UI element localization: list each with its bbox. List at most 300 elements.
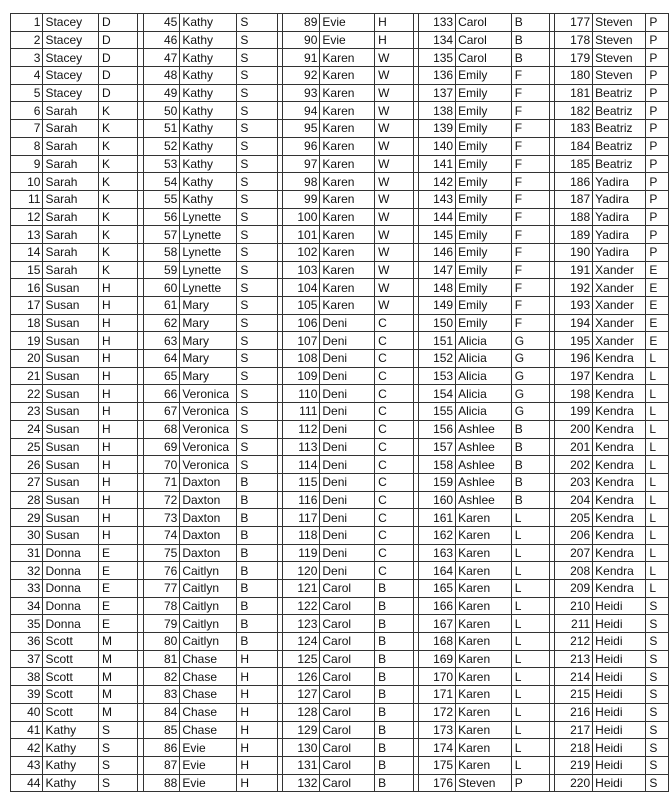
letter-code-cell: K (98, 173, 137, 191)
row-number-cell: 154 (419, 385, 456, 403)
table-row (11, 562, 669, 580)
letter-code-cell: P (646, 102, 669, 120)
row-number-cell: 37 (11, 650, 43, 668)
letter-code-cell: L (511, 686, 550, 704)
letter-code-cell: K (98, 155, 137, 173)
row-number-cell: 219 (555, 756, 593, 774)
letter-code-cell: D (98, 31, 137, 49)
row-number-cell: 188 (555, 208, 593, 226)
name-cell: Evie (180, 774, 237, 792)
letter-code-cell: S (237, 314, 277, 332)
letter-code-cell: C (375, 350, 414, 368)
name-cell: Karen (320, 102, 375, 120)
row-number-cell: 52 (144, 137, 180, 155)
row-number-cell: 74 (144, 526, 180, 544)
row-number-cell: 116 (282, 491, 320, 509)
letter-code-cell: B (237, 633, 277, 651)
name-cell: Evie (320, 31, 375, 49)
letter-code-cell: S (237, 120, 277, 138)
name-cell: Evie (180, 739, 237, 757)
table-row (11, 491, 669, 509)
row-number-cell: 185 (555, 155, 593, 173)
row-number-cell: 130 (282, 739, 320, 757)
letter-code-cell: S (237, 226, 277, 244)
row-number-cell: 157 (419, 438, 456, 456)
letter-code-cell: W (375, 49, 414, 67)
letter-code-cell: L (646, 350, 669, 368)
letter-code-cell: H (98, 456, 137, 474)
row-number-cell: 164 (419, 562, 456, 580)
row-number-cell: 87 (144, 756, 180, 774)
letter-code-cell: E (98, 544, 137, 562)
row-number-cell: 80 (144, 633, 180, 651)
row-number-cell: 139 (419, 120, 456, 138)
row-number-cell: 209 (555, 580, 593, 598)
row-number-cell: 104 (282, 279, 320, 297)
name-cell: Carol (320, 615, 375, 633)
letter-code-cell: B (375, 615, 414, 633)
name-cell: Kendra (593, 562, 646, 580)
row-number-cell: 22 (11, 385, 43, 403)
table-row (11, 633, 669, 651)
row-number-cell: 199 (555, 403, 593, 421)
row-number-cell: 83 (144, 686, 180, 704)
letter-code-cell: S (646, 633, 669, 651)
table-row (11, 420, 669, 438)
name-cell: Sarah (43, 243, 99, 261)
name-cell: Heidi (593, 615, 646, 633)
letter-code-cell: S (646, 721, 669, 739)
letter-code-cell: F (511, 67, 550, 85)
row-number-cell: 165 (419, 580, 456, 598)
name-cell: Lynette (180, 279, 237, 297)
row-number-cell: 26 (11, 456, 43, 474)
name-cell: Daxton (180, 491, 237, 509)
letter-code-cell: G (511, 385, 550, 403)
letter-code-cell: F (511, 190, 550, 208)
row-number-cell: 48 (144, 67, 180, 85)
name-cell: Emily (456, 208, 512, 226)
column-spacer-cell (137, 120, 144, 138)
name-cell: Susan (43, 403, 99, 421)
name-cell: Sarah (43, 173, 99, 191)
table-row (11, 385, 669, 403)
name-cell: Emily (456, 120, 512, 138)
table-row (11, 332, 669, 350)
row-number-cell: 177 (555, 14, 593, 32)
name-cell: Susan (43, 367, 99, 385)
row-number-cell: 70 (144, 456, 180, 474)
row-number-cell: 121 (282, 580, 320, 598)
letter-code-cell: P (646, 243, 669, 261)
letter-code-cell: B (237, 544, 277, 562)
letter-code-cell: H (237, 721, 277, 739)
letter-code-cell: S (237, 14, 277, 32)
row-number-cell: 125 (282, 650, 320, 668)
name-cell: Susan (43, 314, 99, 332)
letter-code-cell: F (511, 279, 550, 297)
letter-code-cell: S (237, 385, 277, 403)
name-cell: Deni (320, 385, 375, 403)
name-cell: Emily (456, 190, 512, 208)
column-spacer-cell (137, 385, 144, 403)
name-cell: Steven (593, 67, 646, 85)
table-row (11, 350, 669, 368)
letter-code-cell: W (375, 137, 414, 155)
letter-code-cell: K (98, 102, 137, 120)
name-cell: Stacey (43, 14, 99, 32)
column-spacer-cell (137, 332, 144, 350)
row-number-cell: 3 (11, 49, 43, 67)
row-number-cell: 120 (282, 562, 320, 580)
row-number-cell: 110 (282, 385, 320, 403)
letter-code-cell: L (511, 739, 550, 757)
name-cell: Sarah (43, 226, 99, 244)
row-number-cell: 60 (144, 279, 180, 297)
row-number-cell: 189 (555, 226, 593, 244)
letter-code-cell: P (646, 208, 669, 226)
row-number-cell: 184 (555, 137, 593, 155)
row-number-cell: 183 (555, 120, 593, 138)
letter-code-cell: S (237, 137, 277, 155)
name-cell: Donna (43, 562, 99, 580)
name-cell: Alicia (456, 403, 512, 421)
row-number-cell: 109 (282, 367, 320, 385)
table-row (11, 403, 669, 421)
row-number-cell: 149 (419, 297, 456, 315)
column-spacer-cell (137, 84, 144, 102)
name-cell: Steven (593, 49, 646, 67)
name-cell: Chase (180, 686, 237, 704)
row-number-cell: 197 (555, 367, 593, 385)
name-cell: Veronica (180, 403, 237, 421)
column-spacer-cell (137, 14, 144, 32)
letter-code-cell: S (237, 438, 277, 456)
letter-code-cell: E (98, 597, 137, 615)
row-number-cell: 190 (555, 243, 593, 261)
column-spacer-cell (137, 739, 144, 757)
name-cell: Beatriz (593, 102, 646, 120)
table-row (11, 615, 669, 633)
letter-code-cell: H (98, 367, 137, 385)
row-number-cell: 7 (11, 120, 43, 138)
row-number-cell: 128 (282, 703, 320, 721)
name-cell: Alicia (456, 332, 512, 350)
name-cell: Carol (320, 703, 375, 721)
letter-code-cell: S (646, 668, 669, 686)
letter-code-cell: W (375, 84, 414, 102)
name-cell: Susan (43, 279, 99, 297)
name-cell: Heidi (593, 633, 646, 651)
name-cell: Veronica (180, 385, 237, 403)
letter-code-cell: P (646, 190, 669, 208)
table-row (11, 279, 669, 297)
name-cell: Donna (43, 580, 99, 598)
name-cell: Karen (456, 580, 512, 598)
row-number-cell: 38 (11, 668, 43, 686)
row-number-cell: 136 (419, 67, 456, 85)
table-row (11, 314, 669, 332)
table-row (11, 137, 669, 155)
name-cell: Kathy (180, 155, 237, 173)
letter-code-cell: C (375, 385, 414, 403)
name-cell: Beatriz (593, 120, 646, 138)
letter-code-cell: S (237, 49, 277, 67)
row-number-cell: 73 (144, 509, 180, 527)
letter-code-cell: W (375, 208, 414, 226)
name-cell: Karen (320, 261, 375, 279)
letter-code-cell: L (511, 633, 550, 651)
row-number-cell: 142 (419, 173, 456, 191)
row-number-cell: 53 (144, 155, 180, 173)
row-number-cell: 19 (11, 332, 43, 350)
letter-code-cell: H (98, 420, 137, 438)
name-cell: Emily (456, 84, 512, 102)
letter-code-cell: W (375, 173, 414, 191)
row-number-cell: 23 (11, 403, 43, 421)
name-cell: Susan (43, 456, 99, 474)
letter-code-cell: W (375, 243, 414, 261)
name-cell: Chase (180, 668, 237, 686)
name-cell: Deni (320, 314, 375, 332)
row-number-cell: 94 (282, 102, 320, 120)
letter-code-cell: S (237, 297, 277, 315)
name-cell: Emily (456, 137, 512, 155)
letter-code-cell: H (98, 509, 137, 527)
letter-code-cell: L (646, 580, 669, 598)
row-number-cell: 194 (555, 314, 593, 332)
row-number-cell: 100 (282, 208, 320, 226)
name-cell: Kendra (593, 438, 646, 456)
row-number-cell: 62 (144, 314, 180, 332)
name-cell: Deni (320, 438, 375, 456)
name-cell: Karen (456, 686, 512, 704)
letter-code-cell: E (98, 615, 137, 633)
row-number-cell: 186 (555, 173, 593, 191)
name-cell: Xander (593, 261, 646, 279)
name-cell: Chase (180, 703, 237, 721)
row-number-cell: 50 (144, 102, 180, 120)
letter-code-cell: S (237, 332, 277, 350)
letter-code-cell: L (646, 562, 669, 580)
letter-code-cell: L (511, 615, 550, 633)
letter-code-cell: S (237, 155, 277, 173)
column-spacer-cell (137, 686, 144, 704)
row-number-cell: 27 (11, 473, 43, 491)
row-number-cell: 134 (419, 31, 456, 49)
row-number-cell: 173 (419, 721, 456, 739)
name-cell: Susan (43, 438, 99, 456)
letter-code-cell: C (375, 491, 414, 509)
name-cell: Carol (320, 774, 375, 792)
row-number-cell: 170 (419, 668, 456, 686)
row-number-cell: 4 (11, 67, 43, 85)
name-cell: Yadira (593, 173, 646, 191)
name-cell: Evie (320, 14, 375, 32)
letter-code-cell: W (375, 279, 414, 297)
row-number-cell: 201 (555, 438, 593, 456)
row-number-cell: 216 (555, 703, 593, 721)
table-row (11, 243, 669, 261)
row-number-cell: 107 (282, 332, 320, 350)
name-cell: Scott (43, 686, 99, 704)
row-number-cell: 32 (11, 562, 43, 580)
name-cell: Kendra (593, 491, 646, 509)
name-cell: Lynette (180, 243, 237, 261)
letter-code-cell: S (98, 774, 137, 792)
name-cell: Kathy (180, 84, 237, 102)
letter-code-cell: M (98, 650, 137, 668)
name-roster-table (10, 13, 669, 792)
row-number-cell: 108 (282, 350, 320, 368)
name-cell: Karen (456, 544, 512, 562)
row-number-cell: 205 (555, 509, 593, 527)
row-number-cell: 213 (555, 650, 593, 668)
name-cell: Caitlyn (180, 562, 237, 580)
name-cell: Karen (320, 84, 375, 102)
name-cell: Carol (320, 739, 375, 757)
name-cell: Heidi (593, 668, 646, 686)
column-spacer-cell (137, 562, 144, 580)
row-number-cell: 95 (282, 120, 320, 138)
letter-code-cell: P (646, 173, 669, 191)
name-cell: Sarah (43, 137, 99, 155)
name-cell: Karen (456, 615, 512, 633)
name-cell: Emily (456, 102, 512, 120)
row-number-cell: 112 (282, 420, 320, 438)
row-number-cell: 158 (419, 456, 456, 474)
row-number-cell: 17 (11, 297, 43, 315)
table-row (11, 756, 669, 774)
row-number-cell: 45 (144, 14, 180, 32)
column-spacer-cell (137, 173, 144, 191)
letter-code-cell: H (98, 473, 137, 491)
letter-code-cell: K (98, 208, 137, 226)
row-number-cell: 41 (11, 721, 43, 739)
letter-code-cell: L (511, 580, 550, 598)
name-cell: Sarah (43, 261, 99, 279)
letter-code-cell: L (646, 385, 669, 403)
name-cell: Yadira (593, 208, 646, 226)
letter-code-cell: S (98, 721, 137, 739)
letter-code-cell: W (375, 155, 414, 173)
name-cell: Alicia (456, 350, 512, 368)
column-spacer-cell (137, 243, 144, 261)
name-cell: Karen (320, 208, 375, 226)
name-cell: Caitlyn (180, 580, 237, 598)
letter-code-cell: F (511, 120, 550, 138)
name-cell: Emily (456, 279, 512, 297)
name-cell: Kendra (593, 403, 646, 421)
row-number-cell: 88 (144, 774, 180, 792)
row-number-cell: 78 (144, 597, 180, 615)
letter-code-cell: B (237, 580, 277, 598)
letter-code-cell: S (646, 703, 669, 721)
name-cell: Carol (456, 14, 512, 32)
letter-code-cell: K (98, 243, 137, 261)
letter-code-cell: P (646, 31, 669, 49)
name-cell: Sarah (43, 120, 99, 138)
letter-code-cell: E (646, 297, 669, 315)
row-number-cell: 115 (282, 473, 320, 491)
row-number-cell: 24 (11, 420, 43, 438)
row-number-cell: 168 (419, 633, 456, 651)
row-number-cell: 218 (555, 739, 593, 757)
row-number-cell: 176 (419, 774, 456, 792)
name-cell: Emily (456, 297, 512, 315)
row-number-cell: 84 (144, 703, 180, 721)
row-number-cell: 111 (282, 403, 320, 421)
row-number-cell: 212 (555, 633, 593, 651)
letter-code-cell: P (646, 137, 669, 155)
name-cell: Chase (180, 650, 237, 668)
letter-code-cell: F (511, 173, 550, 191)
name-cell: Emily (456, 314, 512, 332)
letter-code-cell: L (646, 526, 669, 544)
row-number-cell: 207 (555, 544, 593, 562)
name-cell: Sarah (43, 155, 99, 173)
name-cell: Ashlee (456, 491, 512, 509)
name-cell: Donna (43, 544, 99, 562)
name-cell: Mary (180, 314, 237, 332)
name-cell: Heidi (593, 721, 646, 739)
column-spacer-cell (137, 190, 144, 208)
letter-code-cell: B (375, 597, 414, 615)
table-row (11, 473, 669, 491)
column-spacer-cell (137, 102, 144, 120)
name-cell: Caitlyn (180, 615, 237, 633)
row-number-cell: 211 (555, 615, 593, 633)
row-number-cell: 187 (555, 190, 593, 208)
row-number-cell: 2 (11, 31, 43, 49)
name-cell: Kathy (180, 102, 237, 120)
row-number-cell: 28 (11, 491, 43, 509)
row-number-cell: 33 (11, 580, 43, 598)
table-row (11, 774, 669, 792)
table-row (11, 668, 669, 686)
name-cell: Kendra (593, 350, 646, 368)
row-number-cell: 59 (144, 261, 180, 279)
letter-code-cell: F (511, 155, 550, 173)
row-number-cell: 76 (144, 562, 180, 580)
letter-code-cell: H (98, 279, 137, 297)
row-number-cell: 198 (555, 385, 593, 403)
row-number-cell: 155 (419, 403, 456, 421)
name-cell: Karen (456, 650, 512, 668)
letter-code-cell: C (375, 509, 414, 527)
row-number-cell: 12 (11, 208, 43, 226)
row-number-cell: 58 (144, 243, 180, 261)
table-row (11, 739, 669, 757)
letter-code-cell: B (511, 491, 550, 509)
column-spacer-cell (137, 297, 144, 315)
letter-code-cell: C (375, 367, 414, 385)
row-number-cell: 114 (282, 456, 320, 474)
table-row (11, 84, 669, 102)
row-number-cell: 143 (419, 190, 456, 208)
row-number-cell: 206 (555, 526, 593, 544)
row-number-cell: 124 (282, 633, 320, 651)
letter-code-cell: B (375, 633, 414, 651)
letter-code-cell: P (646, 49, 669, 67)
row-number-cell: 119 (282, 544, 320, 562)
name-cell: Deni (320, 350, 375, 368)
row-number-cell: 89 (282, 14, 320, 32)
name-cell: Deni (320, 473, 375, 491)
row-number-cell: 69 (144, 438, 180, 456)
letter-code-cell: L (646, 456, 669, 474)
letter-code-cell: B (375, 703, 414, 721)
